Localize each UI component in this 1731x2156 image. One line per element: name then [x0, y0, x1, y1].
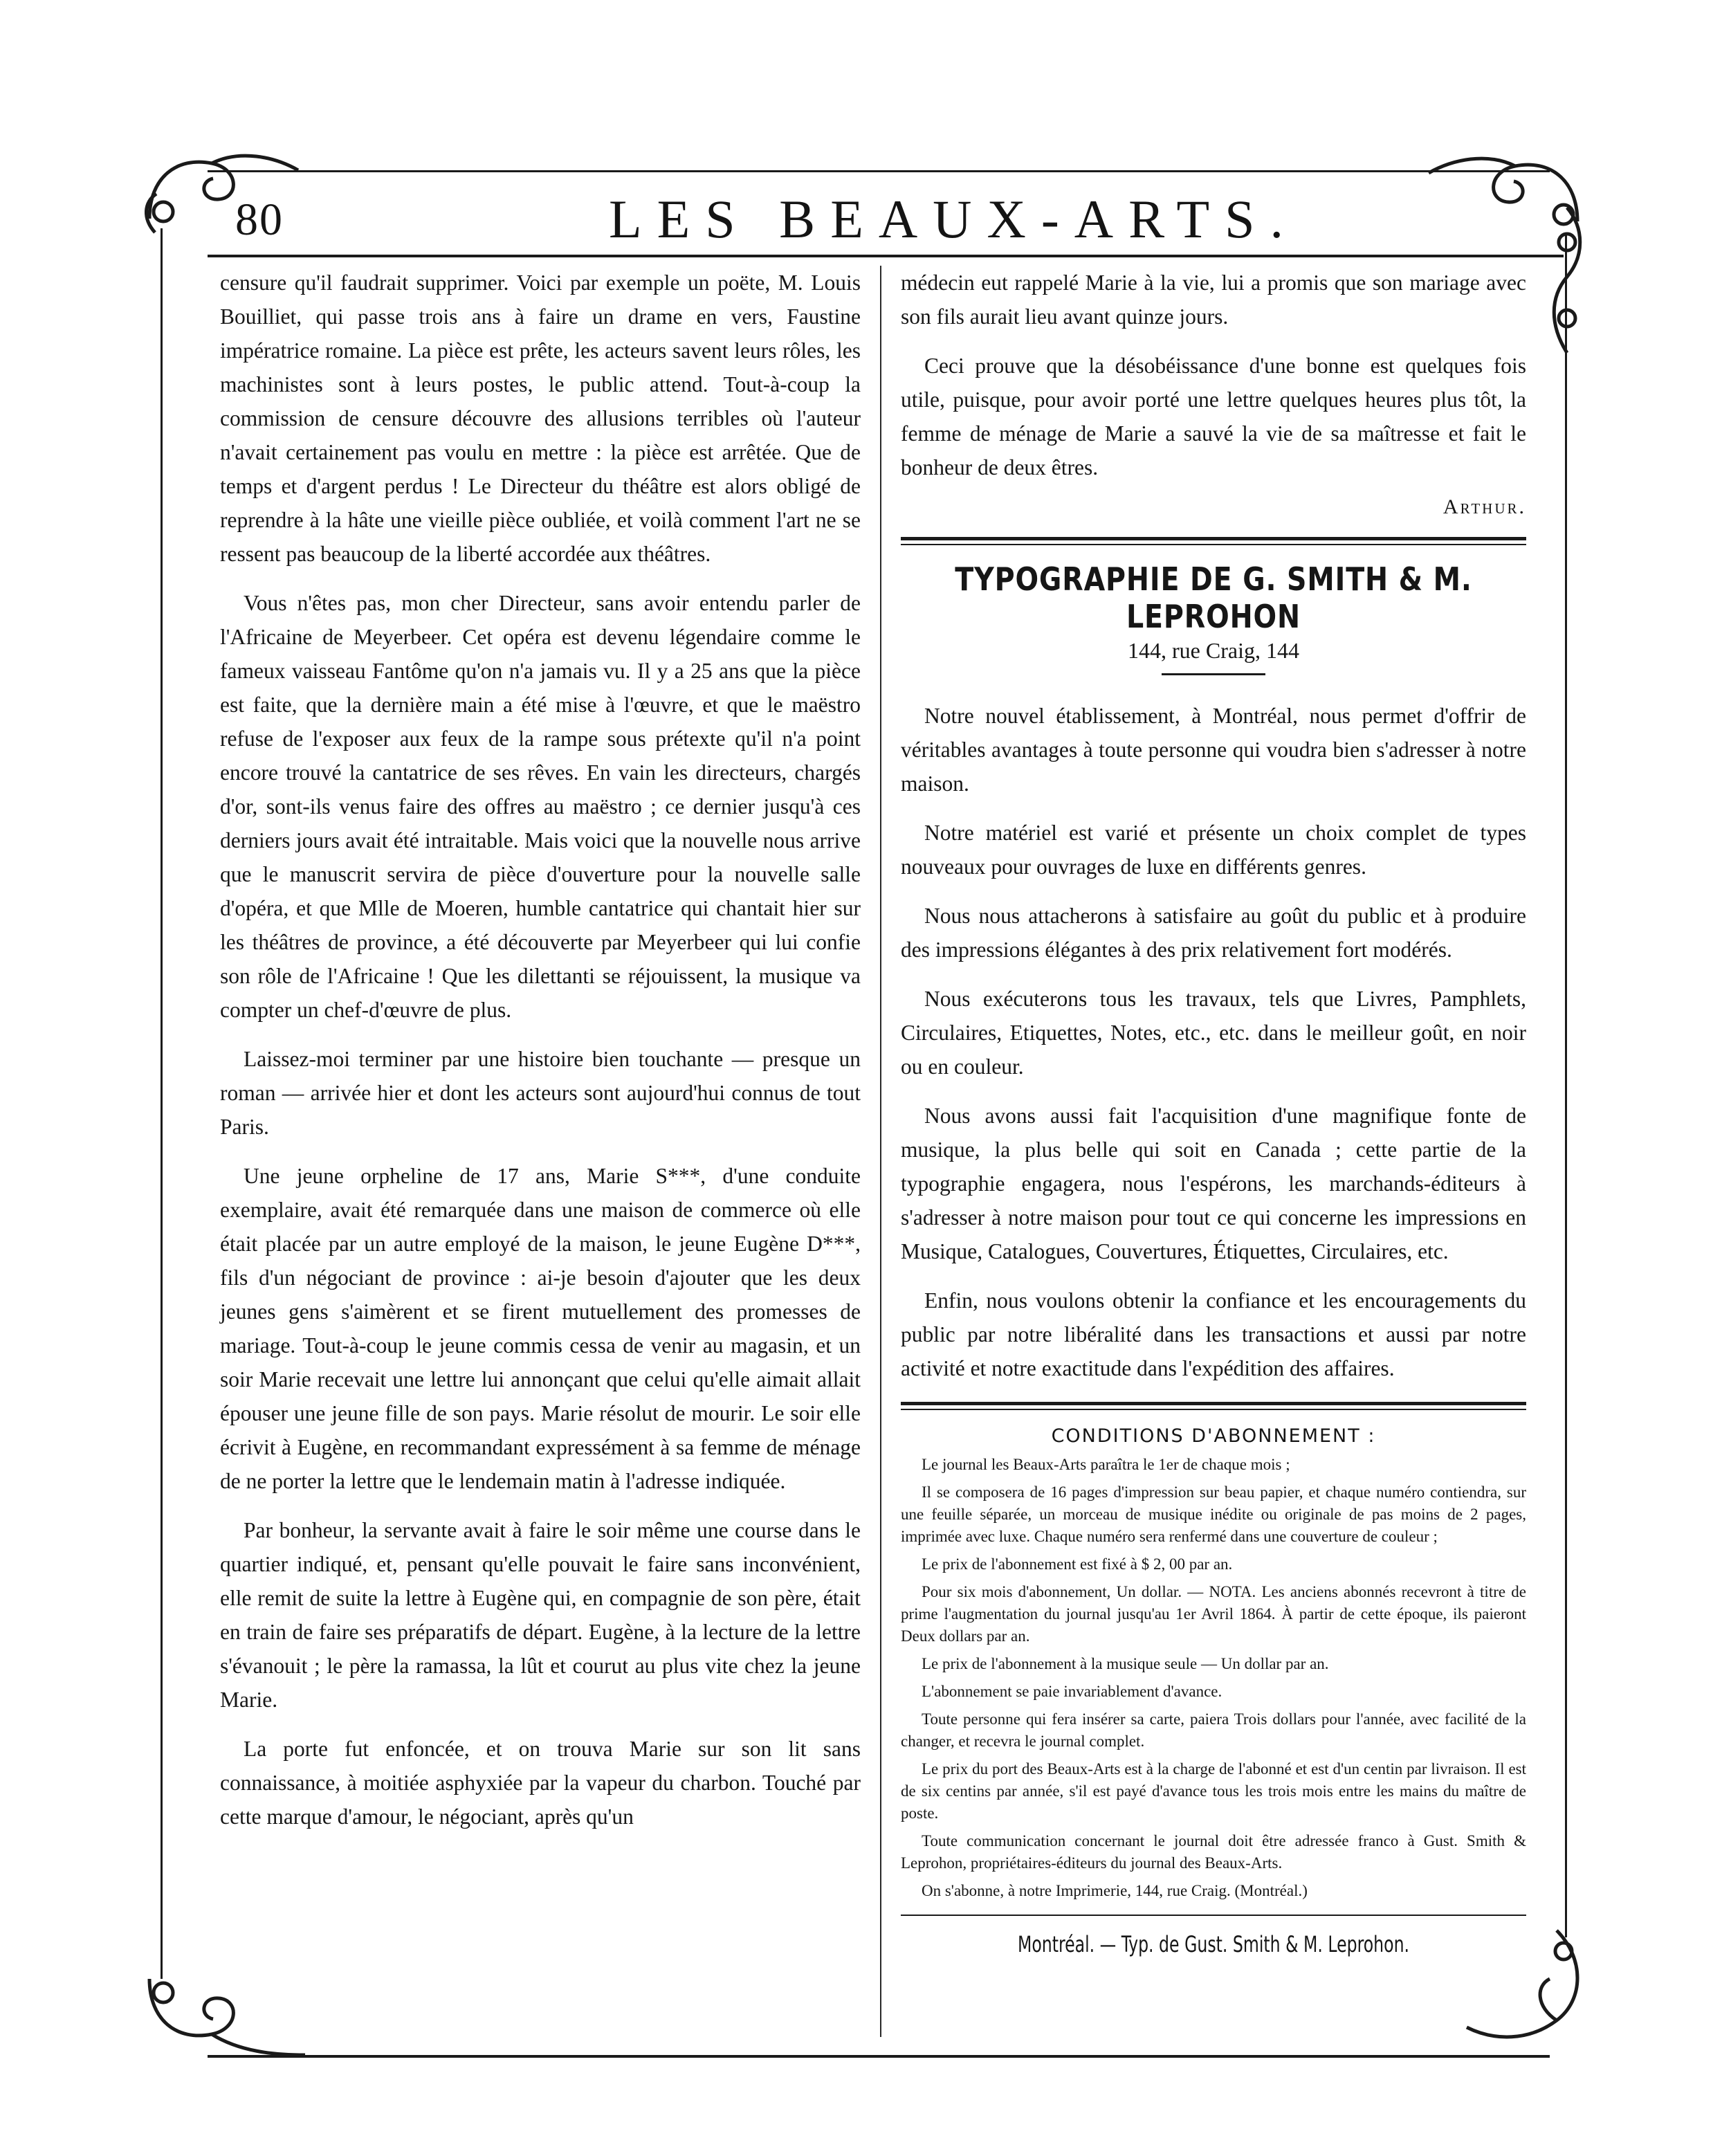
column-separator — [880, 266, 881, 2037]
condition-item: Le prix de l'abonnement à la musique seule — Un dollar par an. — [922, 1655, 1329, 1672]
condition-item: Pour six mois d'abonnement, Un dollar. — NOTA. Les anciens abonnés recevront à titre de prime l'augmentation du journal jusqu'au 1er Avril 1864. À partir de cette époque, ils paieront Deux dollars par an. — [901, 1583, 1526, 1645]
conditions-list — [901, 1454, 1526, 1902]
right-column — [901, 266, 1526, 1957]
advertisement-title: TYPOGRAPHIE DE G. SMITH & M. LEPROHON — [955, 560, 1472, 635]
advertisement-paragraph: Nous nous attacherons à satisfaire au goût du public et à produire des impressions élégantes à des prix relativement fort modérés. — [901, 904, 1526, 962]
conditions-title: CONDITIONS D'ABONNEMENT : — [1051, 1425, 1376, 1447]
article-paragraph: Une jeune orpheline de 17 ans, Marie S***, d'une conduite exemplaire, avait été remarquée dans une maison de commerce où elle était placée par un autre employé de la maison, le jeune Eugène D***, fils d'un négociant de province : ai-je besoin d'ajouter que les deux jeunes gens s'aimèrent et se firent mutuellement des promesses de mariage. Tout-à-coup le jeune commis cessa de venir au magasin, et un soir Marie recevait une lettre lui annonçant que celui qu'elle aimait allait épouser une jeune fille de son pays. Marie résolut de mourir. Le soir elle écrivit à Eugène, en recommandant expressément à sa femme de ménage de ne porter la lettre que le lendemain matin à l'adresse indiquée. — [220, 1164, 861, 1493]
advertisement-paragraph: Nous exécuterons tous les travaux, tels que Livres, Pamphlets, Circulaires, Etiquettes, Notes, etc., etc. dans le meilleur goût, en noir ou en couleur. — [901, 987, 1526, 1079]
page-number: 80 — [235, 194, 284, 245]
frame-top-line — [208, 170, 1550, 172]
condition-item: On s'abonne, à notre Imprimerie, 144, rue Craig. (Montréal.) — [922, 1882, 1308, 1899]
frame-left-line — [161, 228, 163, 1979]
article-paragraph: Par bonheur, la servante avait à faire le soir même une course dans le quartier indiqué, et, pensant qu'elle pouvait le faire sans inconvénient, elle remit de suite la lettre à Eugène qui, en compagnie de son père, était en train de faire ses préparatifs de départ. Eugène, à la lecture de la lettre s'évanouit ; le père la ramassa, la lût et courut au plus vite chez la jeune Marie. — [220, 1518, 861, 1712]
advertisement-paragraph: Notre nouvel établissement, à Montréal, nous permet d'offrir de véritables avantages à toute personne qui voudra bien s'adresser à notre maison. — [901, 704, 1526, 796]
condition-item: Le journal les Beaux-Arts paraîtra le 1er de chaque mois ; — [922, 1456, 1290, 1473]
imprint-rule — [901, 1915, 1526, 1916]
ornament-bottom-left — [136, 1965, 309, 2069]
frame-header-rule — [208, 255, 1564, 257]
ornament-right-middle — [1543, 201, 1591, 360]
condition-item: L'abonnement se paie invariablement d'avance. — [922, 1683, 1222, 1700]
advertisement-paragraph: Nous avons aussi fait l'acquisition d'une magnifique fonte de musique, la plus belle qui soit en Canada ; cette partie de la typographie engagera, nous l'espérons, les marchands-éditeurs à s'adresser à notre maison pour tout ce qui concerne les impressions en Musique, Catalogues, Couvertures, Étiquettes, Circulaires, etc. — [901, 1104, 1526, 1263]
condition-item: Le prix de l'abonnement est fixé à $ 2, 00 par an. — [922, 1555, 1233, 1573]
frame-bottom-line — [208, 2055, 1550, 2058]
advertisement-paragraph: Notre matériel est varié et présente un choix complet de types nouveaux pour ouvrages de luxe en différents genres. — [901, 821, 1526, 879]
small-divider — [1162, 673, 1265, 675]
article-paragraph: censure qu'il faudrait supprimer. Voici par exemple un poëte, M. Louis Bouilliet, qui passe trois ans à faire un drame en vers, Faustine impératrice romaine. La pièce est prête, les acteurs savent leurs rôles, les machinistes sont à leurs postes, le public attend. Tout-à-coup la commission de censure découvre des allusions terribles où l'auteur n'avait certainement pas voulu en mettre : la pièce est arrêtée. Que de temps et d'argent perdus ! Le Directeur du théâtre est alors obligé de reprendre à la hâte une vieille pièce oubliée, et voilà comment l'art ne se ressent pas beaucoup de la liberté accordée aux théâtres. — [220, 271, 861, 566]
article-paragraph: Vous n'êtes pas, mon cher Directeur, sans avoir entendu parler de l'Africaine de Meyerbeer. Cet opéra est devenu légendaire comme le fameux vaisseau Fantôme qu'on n'a jamais vu. Il y a 25 ans que la pièce est faite, que la dernière main a été mise à l'œuvre, et que le maëstro refuse de l'exposer aux feux de la rampe sous prétexte qu'il n'a point encore trouvé la cantatrice de ses rêves. En vain les directeurs, chargés d'or, sont-ils venus faire des offres au maëstro ; ce dernier jusqu'à ces derniers jours avait été intraitable. Mais voici que la nouvelle nous arrive que le manuscrit servira de pièce d'ouverture pour la nouvelle salle d'opéra, et que Mlle de Moeren, humble cantatrice qui chantait hier sur les théâtres de province, a été découverte par Meyerbeer qui lui confie son rôle de l'Africaine ! Que les dilettanti se réjouissent, la musique va compter un chef-d'œuvre de plus. — [220, 591, 861, 1022]
condition-item: Il se composera de 16 pages d'impression sur beau papier, et chaque numéro contiendra, sur une feuille séparée, un morceau de musique inédite ou originale de pas moins de 2 pages, imprimée avec luxe. Chaque numéro sera renfermé dans une couverture de couleur ; — [901, 1483, 1526, 1545]
article-paragraph: Ceci prouve que la désobéissance d'une bonne est quelques fois utile, puisque, pour avoir porté une lettre quelques heures plus tôt, la femme de ménage de Marie a sauvé la vie de sa maîtresse et fait le bonheur de deux êtres. — [901, 354, 1526, 479]
advertisement-address: 144, rue Craig, 144 — [1128, 638, 1299, 663]
left-column — [220, 266, 861, 1849]
article-paragraph: La porte fut enfoncée, et on trouva Marie sur son lit sans connaissance, à moitiée asphyxiée par la vapeur du charbon. Touché par cette marque d'amour, le négociant, après qu'un — [220, 1737, 861, 1829]
article-paragraph: Laissez-moi terminer par une histoire bien touchante — presque un roman — arrivée hier et dont les acteurs sont aujourd'hui connus de tout Paris. — [220, 1047, 861, 1139]
condition-item: Toute personne qui fera insérer sa carte, paiera Trois dollars pour l'année, avec facilité de la changer, et recevra le journal complet. — [901, 1710, 1526, 1750]
condition-item: Toute communication concernant le journal doit être adressée franco à Gust. Smith & Leprohon, propriétaires-éditeurs du journal des Beaux-Arts. — [901, 1832, 1526, 1872]
article-signature: Arthur. — [1442, 495, 1526, 518]
printer-imprint: Montréal. — Typ. de Gust. Smith & M. Leprohon. — [1017, 1931, 1410, 1957]
condition-item: Le prix du port des Beaux-Arts est à la charge de l'abonné et est d'un centin par livraison. Il est de six centins par année, s'il est payé d'avance tous les trois mois entre les mains du maître de poste. — [901, 1760, 1526, 1822]
section-divider — [901, 1402, 1526, 1410]
article-paragraph: médecin eut rappelé Marie à la vie, lui a promis que son mariage avec son fils aurait lieu avant quinze jours. — [901, 271, 1526, 329]
advertisement-paragraph: Enfin, nous voulons obtenir la confiance et les encouragements du public par notre libéralité dans les transactions et aussi par notre activité et notre exactitude dans l'expédition des affaires. — [901, 1288, 1526, 1380]
frame-right-line — [1565, 235, 1567, 1937]
masthead-title: LES BEAUX-ARTS. — [609, 189, 1299, 249]
section-divider — [901, 537, 1526, 545]
